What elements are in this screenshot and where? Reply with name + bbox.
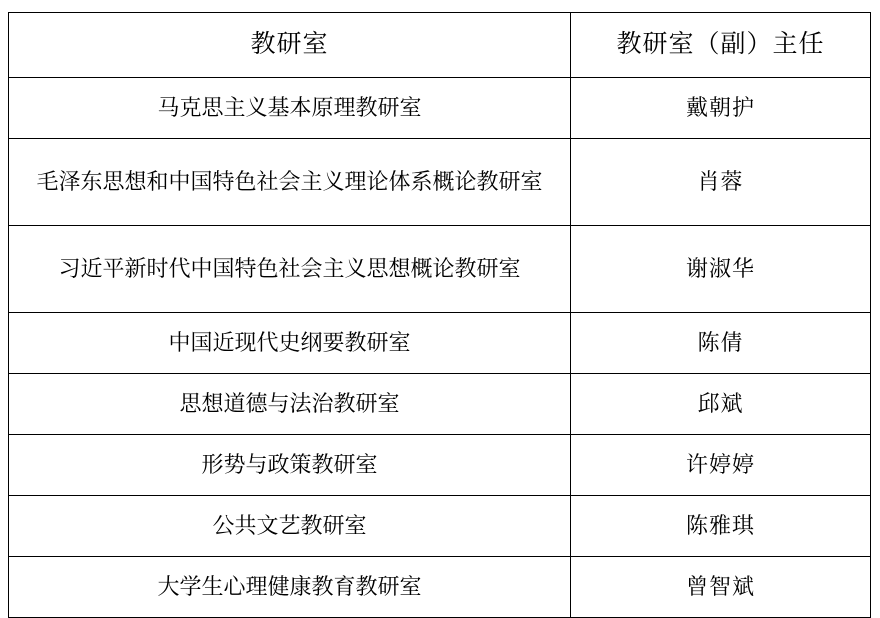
cell-head-name: 陈雅琪 [571,496,871,557]
table-row [9,496,871,557]
cell-room-name: 形势与政策教研室 [9,435,571,496]
cell-room-name: 毛泽东思想和中国特色社会主义理论体系概论教研室 [9,139,571,226]
cell-room-name: 习近平新时代中国特色社会主义思想概论教研室 [9,226,571,313]
table-row [9,374,871,435]
teaching-office-table-container [8,12,870,618]
cell-room-name: 中国近现代史纲要教研室 [9,313,571,374]
table-row [9,557,871,618]
cell-head-name: 肖蓉 [571,139,871,226]
cell-room-name: 公共文艺教研室 [9,496,571,557]
table-row [9,78,871,139]
cell-room-name: 大学生心理健康教育教研室 [9,557,571,618]
table-row [9,435,871,496]
cell-head-name: 邱斌 [571,374,871,435]
table-header-row [9,13,871,78]
column-header-head: 教研室（副）主任 [571,13,871,78]
cell-head-name: 戴朝护 [571,78,871,139]
table-row [9,226,871,313]
cell-head-name: 曾智斌 [571,557,871,618]
cell-head-name: 陈倩 [571,313,871,374]
table-row [9,313,871,374]
teaching-office-table [8,12,871,618]
cell-room-name: 马克思主义基本原理教研室 [9,78,571,139]
table-row [9,139,871,226]
page-top-rule [8,0,188,1]
cell-room-name: 思想道德与法治教研室 [9,374,571,435]
cell-head-name: 谢淑华 [571,226,871,313]
cell-head-name: 许婷婷 [571,435,871,496]
column-header-room: 教研室 [9,13,571,78]
